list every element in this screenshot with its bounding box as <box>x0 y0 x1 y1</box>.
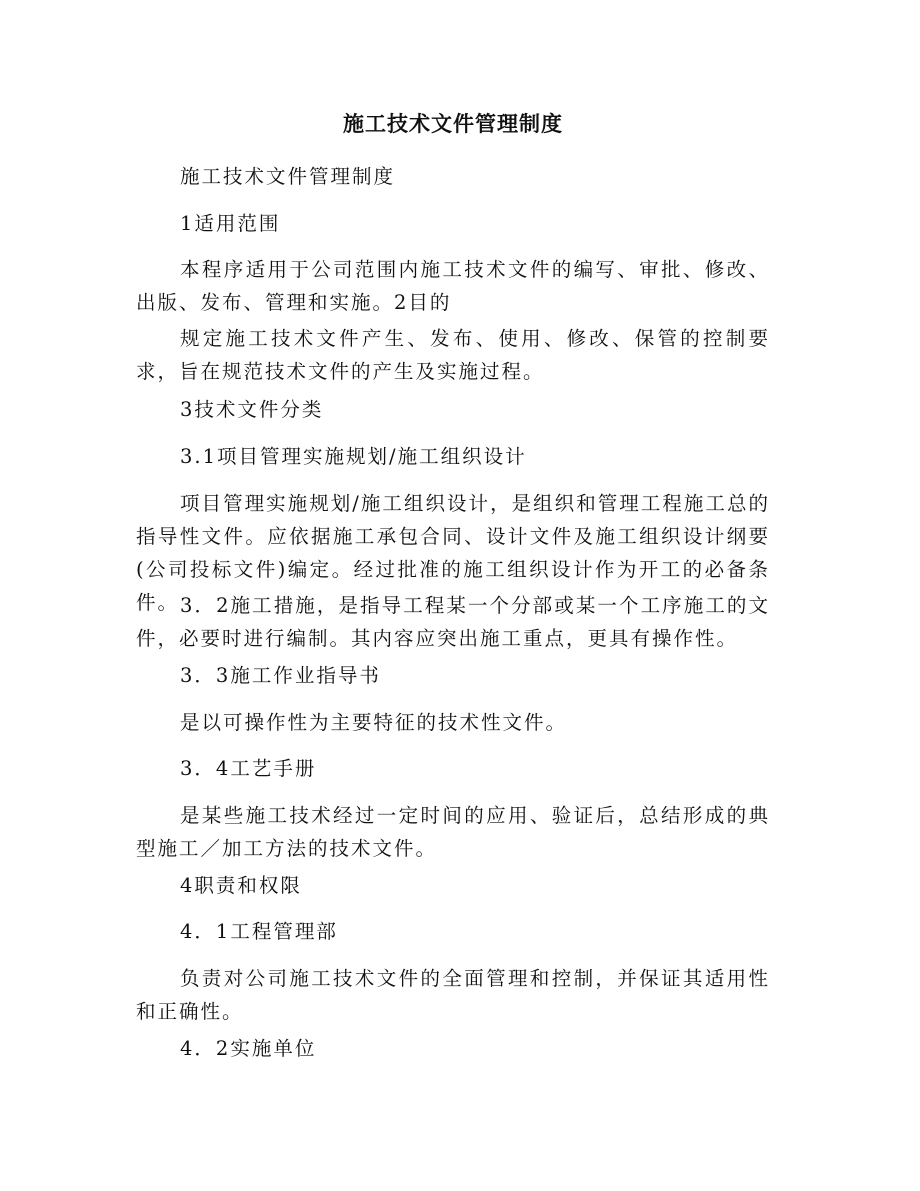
section-4-heading: 4职责和权限 <box>180 874 302 897</box>
section-3-2-body: 3．2施工措施，是指导工程某一个分部或某一个工序施工的文件，必要时进行编制。其内容应突出施工重点，更具有操作性。 <box>136 594 770 650</box>
section-1-body: 本程序适用于公司范围内施工技术文件的编写、审批、修改、出版、发布、管理和实施。2目的 <box>136 258 770 314</box>
section-3-heading: 3技术文件分类 <box>180 398 324 421</box>
section-3-3-body: 是以可操作性为主要特征的技术性文件。 <box>180 711 568 734</box>
section-3-4-body: 是某些施工技术经过一定时间的应用、验证后，总结形成的典型施工／加工方法的技术文件。 <box>136 804 770 860</box>
section-2-body: 规定施工技术文件产生、发布、使用、修改、保管的控制要求，旨在规范技术文件的产生及实施过程。 <box>136 327 770 383</box>
section-4-1-heading: 4．1工程管理部 <box>180 920 338 943</box>
document-title: 施工技术文件管理制度 <box>343 111 563 136</box>
section-1-heading: 1适用范围 <box>180 212 281 235</box>
section-4-1-body: 负责对公司施工技术文件的全面管理和控制，并保证其适用性和正确性。 <box>136 967 770 1023</box>
section-3-1-body: 项目管理实施规划/施工组织设计，是组织和管理工程施工总的指导性文件。应依据施工承包合同、设计文件及施工组织设计纲要(公司投标文件)编定。经过批准的施工组织设计作为开工的必备条件。 <box>136 492 770 614</box>
section-3-4-heading: 3．4工艺手册 <box>180 757 317 780</box>
section-3-3-heading: 3．3施工作业指导书 <box>180 664 381 687</box>
paragraph-heading-repeat: 施工技术文件管理制度 <box>180 165 396 188</box>
section-3-1-heading: 3.1项目管理实施规划/施工组织设计 <box>180 445 527 468</box>
section-4-2-heading: 4．2实施单位 <box>180 1037 317 1060</box>
